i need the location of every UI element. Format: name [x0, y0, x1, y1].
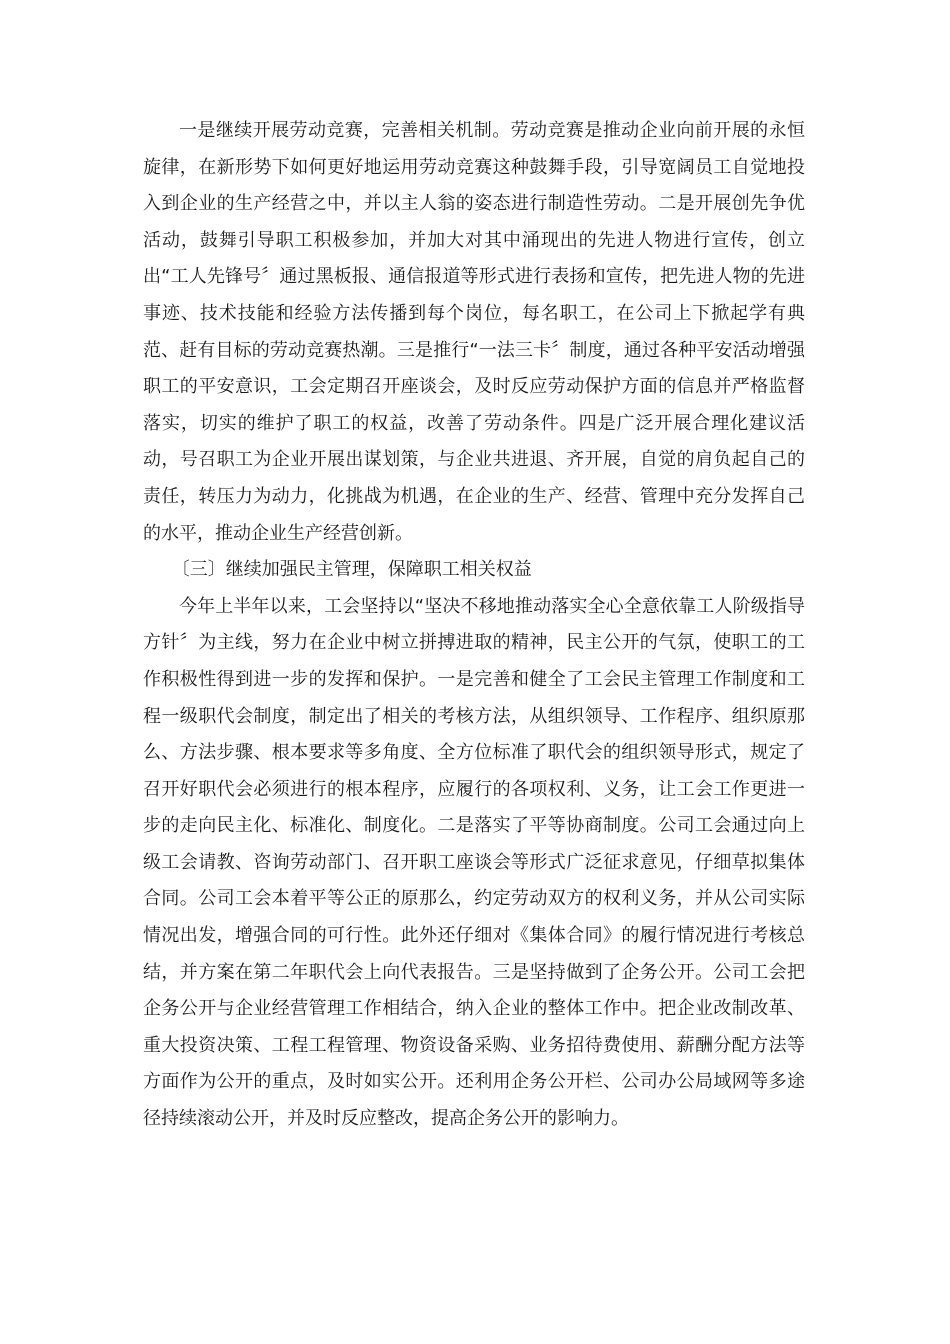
body-paragraph-democratic-management: 今年上半年以来，工会坚持以“坚决不移地推动落实全心全意依靠工人阶级指导方针〞为主线，努力在企业中树立拼搏进取的精神，民主公开的气氛，使职工的工作积极性得到进一步的发挥和保护。一是完善和健全了工会民主管理工作制度和工程一级职代会制度，制定出了相关的考核方法，从组织领导、工作程序、组织原那么、方法步骤、根本要求等多角度、全方位标准了职代会的组织领导形式，规定了召开好职代会必须进行的根本程序，应履行的各项权利、义务，让工会工作更进一步的走向民主化、标准化、制度化。二是落实了平等协商制度。公司工会通过向上级工会请教、咨询劳动部门、召开职工座谈会等形式广泛征求意见，仔细草拟集体合同。公司工会本着平等公正的原那么，约定劳动双方的权利义务，并从公司实际情况出发，增强合同的可行性。此外还仔细对《集体合同》的履行情况进行考核总结，并方案在第二年职代会上向代表报告。三是坚持做到了企务公开。公司工会把企务公开与企业经营管理工作相结合，纳入企业的整体工作中。把企业改制改革、重大投资决策、工程工程管理、物资设备采购、业务招待费使用、薪酬分配方法等方面作为公开的重点，及时如实公开。还利用企务公开栏、公司办公局域网等多途径持续滚动公开，并及时反应整改，提高企务公开的影响力。 [143, 595, 805, 1130]
body-paragraph-labor-competition: 一是继续开展劳动竞赛，完善相关机制。劳动竞赛是推动企业向前开展的永恒旋律，在新形势下如何更好地运用劳动竞赛这种鼓舞手段，引导宽阔员工自觉地投入到企业的生产经营之中，并以主人翁的姿态进行制造性劳动。二是开展创先争优活动，鼓舞引导职工积极参加，并加大对其中涌现出的先进人物进行宣传，创立出“工人先锋号〞通过黑板报、通信报道等形式进行表扬和宣传，把先进人物的先进事迹、技术技能和经验方法传播到每个岗位，每名职工，在公司上下掀起学有典范、赶有目标的劳动竞赛热潮。三是推行“一法三卡〞制度，通过各种平安活动增强职工的平安意识，工会定期召开座谈会，及时反应劳动保护方面的信息并严格监督落实，切实的维护了职工的权益，改善了劳动条件。四是广泛开展合理化建议活动，号召职工为企业开展出谋划策，与企业共进退、齐开展，自觉的肩负起自己的责任，转压力为动力，化挑战为机遇，在企业的生产、经营、管理中充分发挥自己的水平，推动企业生产经营创新。 [143, 120, 805, 544]
section-heading-democratic-management: 〔三〕继续加强民主管理，保障职工相关权益 [171, 559, 532, 581]
document-page [143, 113, 805, 1138]
